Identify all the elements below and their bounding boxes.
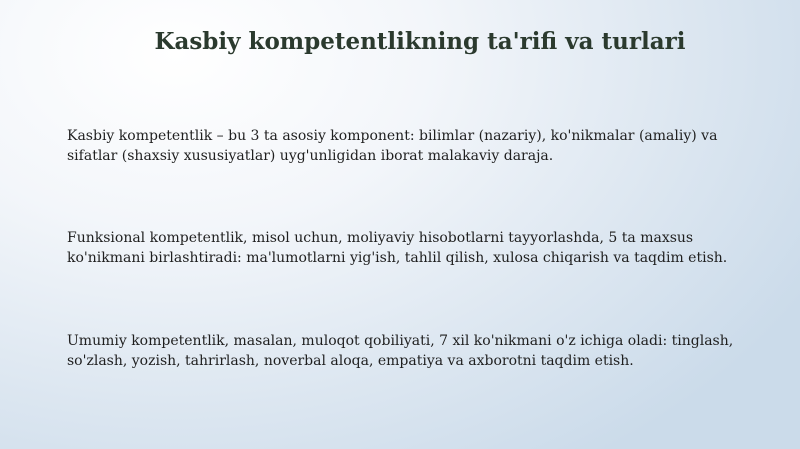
paragraph-kasbiy-kompetentlik — [67, 126, 757, 166]
paragraph-line: Funksional kompetentlik, misol uchun, moliyaviy hisobotlarni tayyorlashda, 5 ta maxsus — [67, 230, 694, 246]
paragraph-funksional-kompetentlik — [67, 228, 757, 268]
paragraph-line: ko'nikmani birlashtiradi: ma'lumotlarni yig'ish, tahlil qilish, xulosa chiqarish va taqdim etish. — [67, 250, 728, 266]
slide-title: Kasbiy kompetentlikning ta'rifi va turlari — [154, 28, 686, 55]
paragraph-line: sifatlar (shaxsiy xususiyatlar) uyg'unligidan iborat malakaviy daraja. — [67, 148, 554, 164]
paragraph-line: Kasbiy kompetentlik – bu 3 ta asosiy komponent: bilimlar (nazariy), ko'nikmalar (amaliy) va — [67, 128, 718, 144]
paragraph-line: Umumiy kompetentlik, masalan, muloqot qobiliyati, 7 xil ko'nikmani o'z ichiga oladi: tinglash, — [67, 333, 734, 349]
paragraph-umumiy-kompetentlik — [67, 331, 757, 371]
paragraph-line: so'zlash, yozish, tahrirlash, noverbal aloqa, empatiya va axborotni taqdim etish. — [67, 353, 634, 369]
